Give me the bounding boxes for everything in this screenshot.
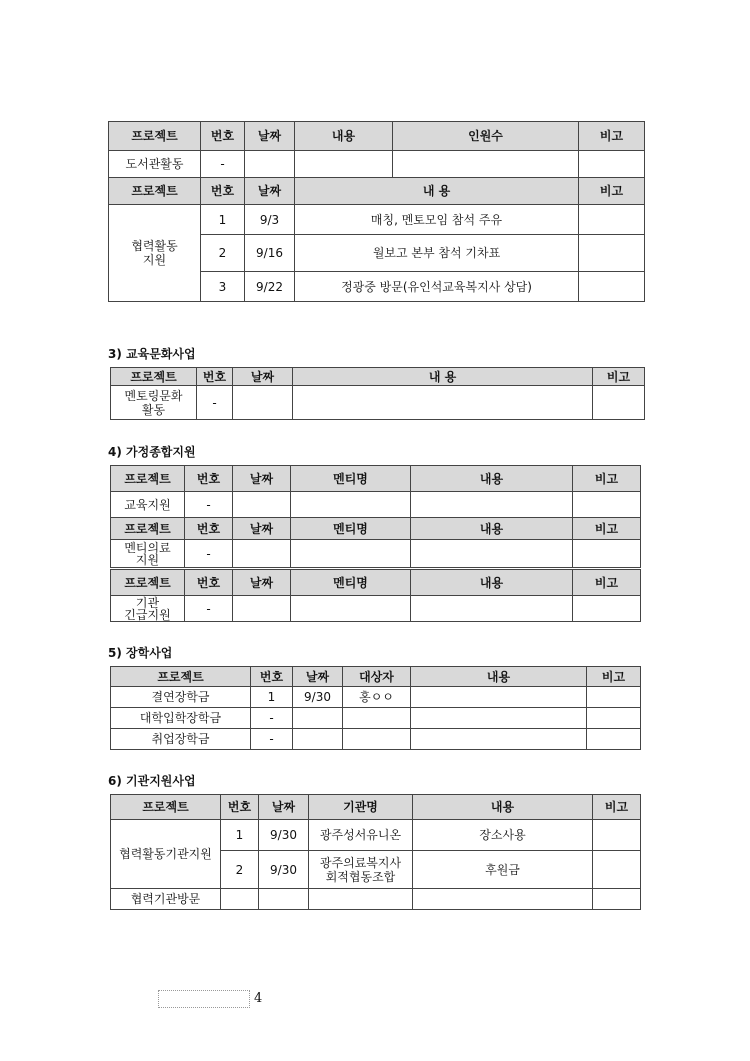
cell-mentee [291,492,411,518]
cell-date [245,151,295,178]
cell-note [587,708,641,729]
cell-content [411,687,587,708]
col-headcount: 인원수 [393,122,579,151]
cell-mentee [291,596,411,622]
cell-project: 교육지원 [111,492,185,518]
cell-note [593,820,641,851]
cell-date [293,708,343,729]
col-note: 비고 [579,178,645,205]
col-project: 프로젝트 [111,667,251,687]
table-header [111,368,645,386]
col-number: 번호 [197,368,233,386]
table-emergency-support [110,569,641,622]
cell-date [233,386,293,420]
table-row [111,596,641,622]
cell-headcount [393,151,579,178]
col-content: 내용 [411,518,573,540]
cell-project-group: 협력활동기관지원 [111,820,221,889]
table-education-culture [110,367,645,420]
cell-project: 도서관활동 [109,151,201,178]
table-institution-support [110,794,641,910]
cell-number: - [251,729,293,750]
cell-note [587,687,641,708]
col-content: 내용 [411,466,573,492]
cell-number: - [185,540,233,568]
cell-project: 결연장학금 [111,687,251,708]
table-row [111,386,645,420]
col-note: 비고 [593,795,641,820]
cell-number: - [251,708,293,729]
section-title-scholarship: 5) 장학사업 [108,646,173,660]
section-title-education-culture: 3) 교육문화사업 [108,347,196,361]
col-project: 프로젝트 [109,122,201,151]
col-note: 비고 [593,368,645,386]
col-date: 날짜 [233,368,293,386]
cell-note [579,272,645,302]
table-header [109,122,645,151]
table-header [111,466,641,492]
cell-institution [309,889,413,910]
cell-number: - [197,386,233,420]
table-scholarship [110,666,641,750]
cell-number: - [201,151,245,178]
col-number: 번호 [201,178,245,205]
cell-recipient [343,708,411,729]
table-row [111,540,641,568]
cell-number: - [185,492,233,518]
col-date: 날짜 [233,466,291,492]
cell-note [579,235,645,272]
table-header [111,795,641,820]
cell-date [293,729,343,750]
col-note: 비고 [573,570,641,596]
col-number: 번호 [185,570,233,596]
cell-note [587,729,641,750]
col-date: 날짜 [293,667,343,687]
col-project: 프로젝트 [111,570,185,596]
cell-number: 2 [221,851,259,889]
cell-date: 9/16 [245,235,295,272]
table-education-support [110,465,641,518]
table-row [111,492,641,518]
table-medical-support [110,517,641,568]
cell-content: 후원금 [413,851,593,889]
cell-project: 협력기관방문 [111,889,221,910]
col-project: 프로젝트 [109,178,201,205]
cell-number: 1 [201,205,245,235]
cell-date: 9/22 [245,272,295,302]
col-content: 내 용 [295,178,579,205]
col-project: 프로젝트 [111,368,197,386]
cell-date [233,596,291,622]
cell-content: 월보고 본부 참석 기차표 [295,235,579,272]
cell-note [573,596,641,622]
cell-project: 멘티의료 지원 [111,540,185,568]
col-date: 날짜 [245,178,295,205]
cell-note [573,540,641,568]
cell-number: - [185,596,233,622]
col-project: 프로젝트 [111,518,185,540]
cell-project: 기관 긴급지원 [111,596,185,622]
cell-content [295,151,393,178]
cell-institution: 광주의료복지사 회적협동조합 [309,851,413,889]
col-mentee: 멘티명 [291,570,411,596]
table-row [111,708,641,729]
cell-note [593,386,645,420]
cell-content [413,889,593,910]
col-mentee: 멘티명 [291,466,411,492]
col-content: 내용 [411,667,587,687]
cell-date [233,540,291,568]
cell-content: 매칭, 멘토모임 참석 주유 [295,205,579,235]
table-row [111,889,641,910]
col-content: 내 용 [293,368,593,386]
cell-mentee [291,540,411,568]
cell-date: 9/30 [259,851,309,889]
section-title-family-support: 4) 가정종합지원 [108,445,196,459]
footer-box [158,990,250,1008]
col-number: 번호 [201,122,245,151]
cell-content [411,708,587,729]
section-title-institution-support: 6) 기관지원사업 [108,774,196,788]
cell-content: 장소사용 [413,820,593,851]
table-row [109,205,645,235]
col-number: 번호 [185,518,233,540]
cell-project: 대학입학장학금 [111,708,251,729]
cell-number: 2 [201,235,245,272]
table-row [109,151,645,178]
cell-date: 9/30 [259,820,309,851]
table-header [111,518,641,540]
cell-content [411,596,573,622]
table-row [111,729,641,750]
col-number: 번호 [221,795,259,820]
cell-note [593,889,641,910]
col-institution: 기관명 [309,795,413,820]
col-recipient: 대상자 [343,667,411,687]
table-header [111,667,641,687]
cell-recipient: 홍ㅇㅇ [343,687,411,708]
col-note: 비고 [579,122,645,151]
cell-project: 멘토링문화 활동 [111,386,197,420]
table-header [111,570,641,596]
cell-number: 3 [201,272,245,302]
cell-number: 1 [251,687,293,708]
col-date: 날짜 [233,570,291,596]
cell-note [593,851,641,889]
cell-note [579,151,645,178]
col-content: 내용 [295,122,393,151]
col-content: 내용 [411,570,573,596]
cell-institution: 광주성서유니온 [309,820,413,851]
col-number: 번호 [251,667,293,687]
cell-number [221,889,259,910]
cell-content [293,386,593,420]
cell-project: 취업장학금 [111,729,251,750]
col-note: 비고 [573,466,641,492]
col-number: 번호 [185,466,233,492]
table-row [111,687,641,708]
cell-content [411,729,587,750]
cell-note [573,492,641,518]
table-library-cooperation [108,121,645,302]
cell-date [259,889,309,910]
col-content: 내용 [413,795,593,820]
col-note: 비고 [573,518,641,540]
col-date: 날짜 [259,795,309,820]
cell-content [411,492,573,518]
cell-content [411,540,573,568]
col-note: 비고 [587,667,641,687]
cell-project-group: 협력활동 지원 [109,205,201,302]
cell-date: 9/3 [245,205,295,235]
cell-date: 9/30 [293,687,343,708]
page-number: 4 [254,991,263,1006]
col-date: 날짜 [233,518,291,540]
col-project: 프로젝트 [111,795,221,820]
cell-date [233,492,291,518]
cell-number: 1 [221,820,259,851]
table-header [109,178,645,205]
col-project: 프로젝트 [111,466,185,492]
table-row [111,820,641,851]
cell-note [579,205,645,235]
cell-content: 정광중 방문(유인석교육복지사 상담) [295,272,579,302]
col-date: 날짜 [245,122,295,151]
col-mentee: 멘티명 [291,518,411,540]
cell-recipient [343,729,411,750]
